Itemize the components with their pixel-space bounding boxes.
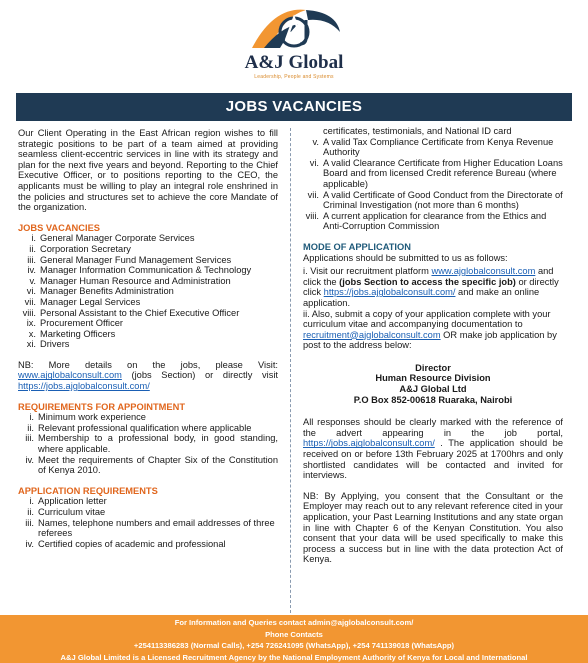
list-item: v. Manager Human Resource and Administration [29,275,231,286]
list-item: v. A valid Tax Compliance Certificate from Kenya Revenue Authority [312,136,554,158]
list-item: iv. Meet the requirements of Chapter Six of the Constitution of Kenya 2010. [25,454,278,476]
list-item: i. Application letter [29,496,107,507]
jobs-portal-link[interactable]: https://jobs.ajglobalconsult.com/ [303,438,435,449]
platform-link[interactable]: www.ajglobalconsult.com [431,266,536,277]
list-item: iv. Manager Information Communication & Technology [27,265,252,276]
application-requirements-heading: APPLICATION REQUIREMENTS [18,485,158,496]
brand-tagline: Leadership, People and Systems [254,74,334,80]
page-title: JOBS VACANCIES [16,93,572,121]
list-item: xi. Drivers [26,339,70,350]
list-item: ii. Relevant professional qualification where applicable [27,422,252,433]
consent-paragraph: NB: By Applying, you consent that the Consultant or the Employer may reach out to any relevant reference cited in your application, your Past Learning Institutions and any state organ in line with Chapter 6 of the Kenyan Constitution. You also consent that your data will be used specifically to make this process a success but in line with the data protection Act of Kenya. [303,490,563,565]
footer-phone-heading: Phone Contacts [265,629,323,639]
list-item: vi. A valid Clearance Certificate from Higher Education Loans Board and from licensed Credit reference Bureau (where applicable) [309,157,563,189]
requirements-heading: REQUIREMENTS FOR APPOINTMENT [18,401,186,412]
responses-paragraph: All responses should be clearly marked with the reference of the advert appearing in the job portal, https://jobs.ajglobalconsult.com/ . The application should be received on or before 13th February 2025 at 1700hrs and only shortlisted candidates will be contacted and invited for interviews. [303,417,563,481]
footer-contact: For Information and Queries contact admin@ajglobalconsult.com/ [174,618,414,627]
jobs-list [18,233,278,350]
jobs-heading: JOBS VACANCIES [18,222,100,233]
jobs-portal-link[interactable]: https://jobs.ajglobalconsult.com/ [323,287,456,298]
postal-address: Director Human Resource Division A&J Global Ltd P.O Box 852-00618 Ruaraka, Nairobi [353,362,513,405]
right-column [303,128,563,565]
intro-paragraph: Our Client Operating in the East African region wishes to fill strategic positions to be part of a team aimed at providing seamless client-eccentric services in line with its strategy and plan for the next five years and beyond. Reporting to the Chief Executive Officer, or to positions reporting to the CEO, the applicants must be willing to play an integral role enshrined in the policies and structures set to achieve the core Mandate of the organization. [18,128,278,213]
website-link[interactable]: www.ajglobalconsult.com [18,370,122,381]
list-item: iii. General Manager Fund Management Services [27,254,232,265]
application-requirements-list-continued [303,126,563,232]
mode-heading: MODE OF APPLICATION [303,241,411,252]
footer-phones: +254113386283 (Normal Calls), +254 726241095 (WhatsApp), +254 741139018 (WhatsApp) [133,641,455,651]
footer-license: A&J Global Limited is a Licensed Recruitment Agency by the National Employment Authority of Kenya for Local and International [60,652,528,662]
left-column [18,128,278,549]
list-item: vii. Manager Legal Services [24,296,141,307]
aj-logo-icon [244,2,344,52]
list-item: iv. Certified copies of academic and professional [25,538,226,549]
mode-step-2: ii. Also, submit a copy of your application complete with your curriculum vitae and accompanying documentation to recruitment@ajglobalconsult.com OR make job application by post to the address below: [303,308,557,351]
mode-lead: Applications should be submitted to us as follows: [303,252,508,263]
list-item: ii. Corporation Secretary [29,243,131,254]
list-item: certificates, testimonials, and National ID card [323,126,512,136]
list-item: iii. Membership to a professional body, in good standing, where applicable. [25,433,278,455]
list-item: viii. Personal Assistant to the Chief Executive Officer [22,307,240,318]
brand-header [0,0,588,88]
list-item: x. Marketing Officers [28,328,116,339]
column-divider [290,128,291,613]
list-item: i. Minimum work experience [29,412,146,423]
list-item: ix. Procurement Officer [26,318,124,329]
jobs-note: NB: More details on the jobs, please Visit: www.ajglobalconsult.com (jobs Section) or directly visit https://jobs.ajglobalconsult.com/ [18,359,278,392]
mode-step-1: i. Visit our recruitment platform www.ajglobalconsult.com and click the (jobs Section to access the specific job) or directly click https://jobs.ajglobalconsult.com/ and make an online application. [303,266,559,308]
recruitment-email-link[interactable]: recruitment@ajglobalconsult.com [303,329,441,340]
list-item: ii. Curriculum vitae [27,507,106,517]
application-requirements-list [18,496,278,549]
list-item: i. General Manager Corporate Services [31,233,195,244]
brand-name: A&J Global [244,52,344,73]
footer [0,615,588,663]
list-item: viii. A current application for clearance from the Ethics and Anti-Corruption Commission [305,210,547,232]
list-item: vii. A valid Certificate of Good Conduct from the Directorate of Criminal Investigation (not more than 6 months) [307,189,563,211]
list-item: iii. Names, telephone numbers and email addresses of three referees [25,517,275,539]
list-item: vi. Manager Benefits Administration [26,286,174,297]
requirements-list [18,412,278,476]
jobs-portal-link[interactable]: https://jobs.ajglobalconsult.com/ [18,381,150,392]
